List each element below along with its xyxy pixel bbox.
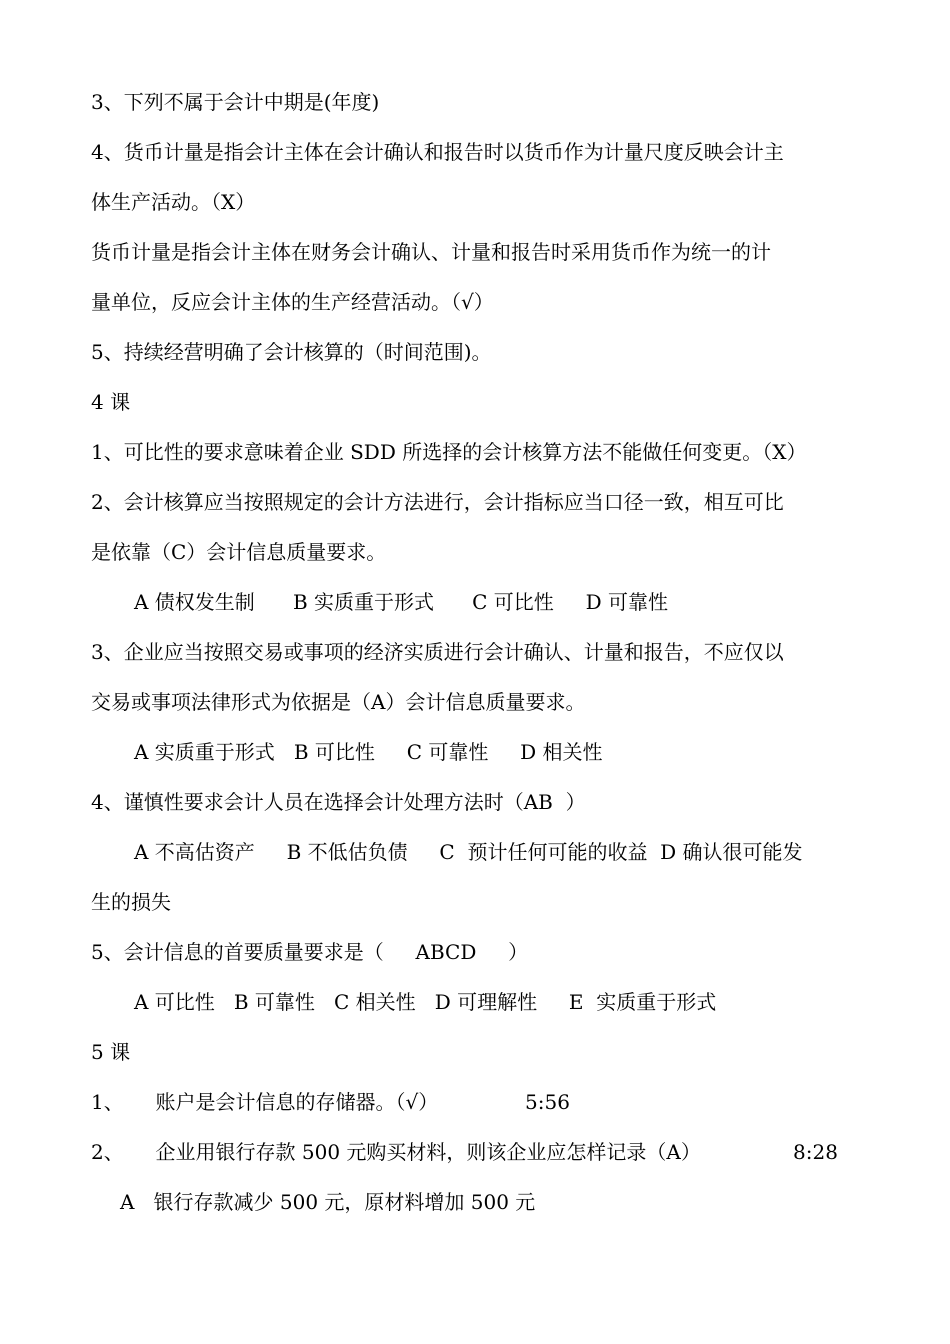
text-line: 体生产活动。（X） (91, 190, 256, 214)
text-line: 4、谨慎性要求会计人员在选择会计处理方法时（AB ） (91, 790, 586, 814)
text-line: 4、货币计量是指会计主体在会计确认和报告时以货币作为计量尺度反映会计主 (91, 140, 784, 164)
text-line: 1、可比性的要求意味着企业 SDD 所选择的会计核算方法不能做任何变更。（X） (91, 440, 807, 464)
options-line: A 银行存款减少 500 元，原材料增加 500 元 (120, 1190, 536, 1214)
text-line: 是依靠（C）会计信息质量要求。 (91, 540, 387, 564)
options-line: A 实质重于形式 B 可比性 C 可靠性 D 相关性 (134, 740, 603, 764)
text-line: 1、 账户是会计信息的存储器。（√） (91, 1090, 439, 1114)
text-line: 5、会计信息的首要质量要求是（ ABCD ） (91, 940, 529, 964)
timestamp: 5:56 (525, 1090, 570, 1114)
text-line: 5、持续经营明确了会计核算的（时间范围)。 (91, 340, 492, 364)
text-line: 生的损失 (91, 890, 171, 914)
timestamp: 8:28 (793, 1140, 838, 1164)
lesson-heading: 5 课 (91, 1040, 131, 1064)
text-line: 交易或事项法律形式为依据是（A）会计信息质量要求。 (91, 690, 586, 714)
lesson-heading: 4 课 (91, 390, 131, 414)
text-line: 货币计量是指会计主体在财务会计确认、计量和报告时采用货币作为统一的计 (91, 240, 771, 264)
options-line: A 可比性 B 可靠性 C 相关性 D 可理解性 E 实质重于形式 (134, 990, 717, 1014)
text-line: 2、 企业用银行存款 500 元购买材料，则该企业应怎样记录（A） (91, 1140, 701, 1164)
text-line: 3、企业应当按照交易或事项的经济实质进行会计确认、计量和报告，不应仅以 (91, 640, 784, 664)
options-line: A 不高估资产 B 不低估负债 C 预计任何可能的收益 D 确认很可能发 (134, 840, 803, 864)
text-line: 3、下列不属于会计中期是(年度) (91, 90, 380, 114)
text-line: 2、会计核算应当按照规定的会计方法进行，会计指标应当口径一致，相互可比 (91, 490, 784, 514)
text-line: 量单位，反应会计主体的生产经营活动。（√） (91, 290, 494, 314)
options-line: A 债权发生制 B 实质重于形式 C 可比性 D 可靠性 (134, 590, 668, 614)
